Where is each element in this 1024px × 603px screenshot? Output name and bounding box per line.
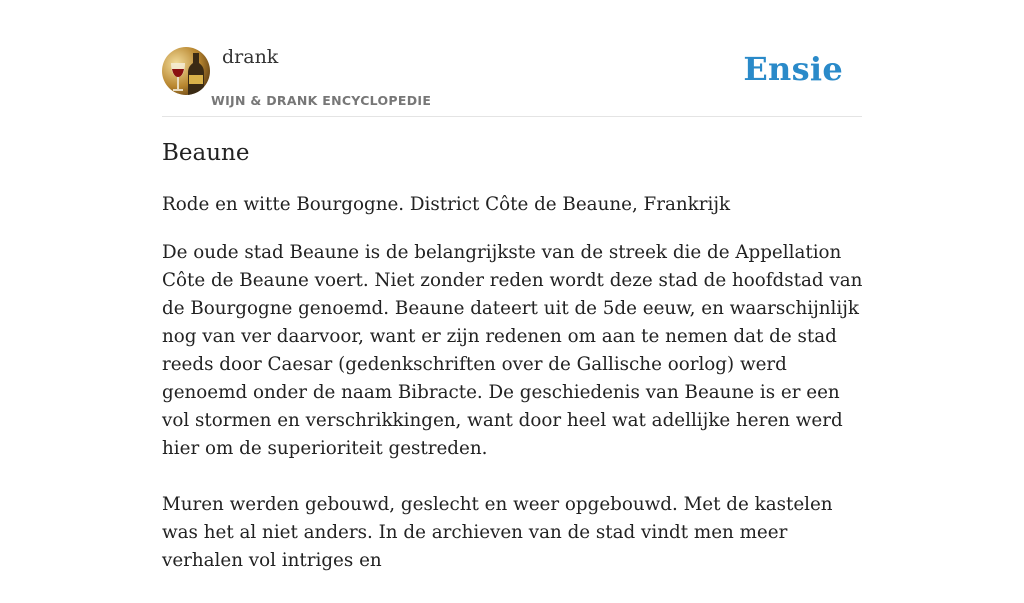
ensie-logo[interactable]: Ensie [743,50,843,88]
article-title: Beaune [162,140,250,166]
header [162,0,862,117]
article-subtitle: Rode en witte Bourgogne. District Côte de Beaune, Frankrijk [162,194,731,215]
article-body [162,239,866,603]
page [162,0,863,571]
wine-glass-bottle-icon [162,47,210,95]
article-paragraph: Muren werden gebouwd, geslecht en weer opgebouwd. Met de kastelen was het al niet anders. In de archieven van de stad vindt men meer verhalen vol intriges en [162,494,833,571]
category-subtitle[interactable]: WIJN & DRANK ENCYCLOPEDIE [211,93,432,108]
category-title[interactable]: drank [222,46,279,68]
category-avatar[interactable] [162,47,210,95]
article-paragraph: De oude stad Beaune is de belangrijkste van de streek die de Appellation Côte de Beaune voert. Niet zonder reden wordt deze stad de hoofdstad van de Bourgogne genoemd. Beaune dateert uit de 5de eeuw, en waarschijnlijk nog van ver daarvoor, want er zijn redenen om aan te nemen dat de stad reeds door Caesar (gedenkschriften over de Gallische oorlog) werd genoemd onder de naam Bibracte. De geschiedenis van Beaune is er een vol stormen en verschrikkingen, want door heel wat adellijke heren werd hier om de superioriteit gestreden. [162,242,863,459]
